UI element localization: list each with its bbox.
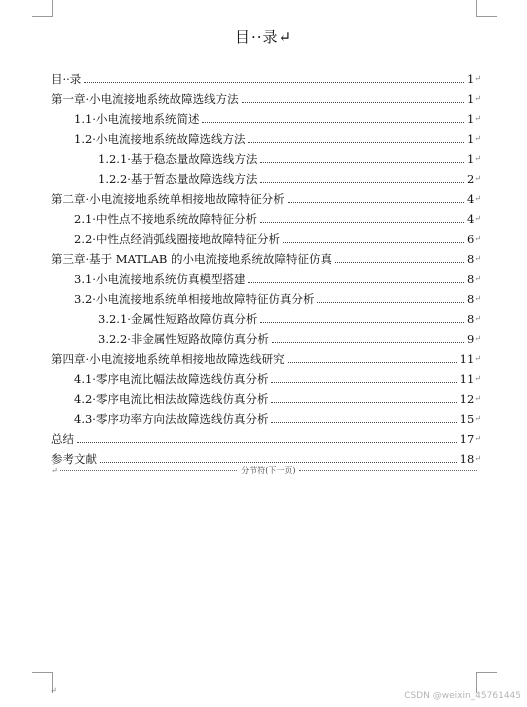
toc-entry[interactable] xyxy=(51,186,481,206)
paragraph-mark: ↵ xyxy=(474,254,481,263)
paragraph-mark: ↵ xyxy=(474,294,481,303)
leader-dots xyxy=(260,321,464,323)
paragraph-mark: ↵ xyxy=(474,394,481,403)
toc-entry-text: 2.1·中性点不接地系统故障特征分析 xyxy=(74,212,257,226)
leader-dots xyxy=(317,301,464,303)
toc-entry-page: 15 xyxy=(459,412,475,426)
watermark: CSDN @weixin_45761445 xyxy=(404,691,521,701)
toc-entry-text: 1.2.1·基于稳态量故障选线方法 xyxy=(98,152,258,166)
paragraph-mark: ↵ xyxy=(474,314,481,323)
leader-dots xyxy=(271,381,456,383)
leader-dots xyxy=(248,141,464,143)
paragraph-mark: ↵ xyxy=(474,454,481,463)
paragraph-mark: ↵ xyxy=(50,686,57,695)
paragraph-mark: ↵ xyxy=(474,134,481,143)
paragraph-mark: ↵ xyxy=(51,465,58,475)
toc-entry-text: 总结 xyxy=(51,432,74,446)
toc-entry-text: 第一章·小电流接地系统故障选线方法 xyxy=(51,92,239,106)
toc-entry-page: 11 xyxy=(459,372,475,386)
toc-entry-page: 4 xyxy=(466,212,475,226)
paragraph-mark: ↵ xyxy=(474,434,481,443)
page-corner-mark xyxy=(32,0,53,17)
toc-entry-text: 3.2.2·非金属性短路故障仿真分析 xyxy=(98,332,269,346)
toc-entry-page: 8 xyxy=(466,272,475,286)
toc-entry-page: 1 xyxy=(466,72,475,86)
toc-entry-text: 第四章·小电流接地系统单相接地故障选线研究 xyxy=(51,352,285,366)
toc-entry[interactable] xyxy=(51,206,481,226)
toc-title: 目··录↵ xyxy=(234,28,293,46)
paragraph-mark: ↵ xyxy=(474,114,481,123)
toc-entry-text: 4.1·零序电流比幅法故障选线仿真分析 xyxy=(74,372,269,386)
toc-entry-text: 参考文献 xyxy=(51,452,97,466)
toc-entry-page: 9 xyxy=(466,332,475,346)
toc-entry-page: 1 xyxy=(466,92,475,106)
page-corner-mark xyxy=(476,0,497,17)
toc-entry[interactable] xyxy=(51,246,481,266)
leader-dots xyxy=(335,261,464,263)
toc-entry-page: 1 xyxy=(466,112,475,126)
toc-entry-page: 17 xyxy=(459,432,475,446)
leader-dots xyxy=(283,241,464,243)
toc-entry-page: 6 xyxy=(466,232,475,246)
toc-entry[interactable] xyxy=(51,66,481,86)
page-corner-mark xyxy=(476,672,497,693)
toc-entry-page: 2 xyxy=(466,172,475,186)
paragraph-mark: ↵ xyxy=(474,354,481,363)
toc-entry-text: 4.2·零序电流比相法故障选线仿真分析 xyxy=(74,392,269,406)
paragraph-mark: ↵ xyxy=(474,74,481,83)
leader-dots xyxy=(242,101,464,103)
toc-entry-page: 8 xyxy=(466,312,475,326)
leader-dots xyxy=(260,181,464,183)
leader-dots xyxy=(260,221,464,223)
toc-entry[interactable] xyxy=(51,306,481,326)
section-break xyxy=(51,463,477,477)
toc-entry-text: 2.2·中性点经消弧线圈接地故障特征分析 xyxy=(74,232,280,246)
toc-entry-page: 8 xyxy=(466,252,475,266)
toc-entry[interactable] xyxy=(51,166,481,186)
section-break-line xyxy=(299,470,477,471)
toc-entry-text: 目··录 xyxy=(51,72,82,86)
toc-entry-page: 12 xyxy=(459,392,475,406)
leader-dots xyxy=(271,421,456,423)
toc-entry[interactable] xyxy=(51,266,481,286)
toc-entry-text: 3.2.1·金属性短路故障仿真分析 xyxy=(98,312,258,326)
leader-dots xyxy=(202,121,464,123)
toc-entry-page: 11 xyxy=(459,352,475,366)
toc-entry-text: 1.2.2·基于暂态量故障选线方法 xyxy=(98,172,258,186)
toc-entry[interactable] xyxy=(51,366,481,386)
toc-entry-text: 4.3·零序功率方向法故障选线仿真分析 xyxy=(74,412,269,426)
toc-entry[interactable] xyxy=(51,106,481,126)
paragraph-mark: ↵ xyxy=(474,154,481,163)
paragraph-mark: ↵ xyxy=(474,214,481,223)
toc-entry-page: 1 xyxy=(466,132,475,146)
section-break-label: 分节符(下一页) xyxy=(241,465,296,475)
toc-entry[interactable] xyxy=(51,326,481,346)
toc-entry-page: 18 xyxy=(459,452,475,466)
toc-entry-page: 1 xyxy=(466,152,475,166)
section-break-line xyxy=(60,470,238,471)
toc-entry-text: 1.2·小电流接地系统故障选线方法 xyxy=(74,132,246,146)
leader-dots xyxy=(260,161,464,163)
toc-entry-text: 3.1·小电流接地系统仿真模型搭建 xyxy=(74,272,246,286)
toc-entry[interactable] xyxy=(51,426,481,446)
toc-entry[interactable] xyxy=(51,146,481,166)
toc-entry[interactable] xyxy=(51,346,481,366)
leader-dots xyxy=(288,361,457,363)
paragraph-mark: ↵ xyxy=(474,94,481,103)
paragraph-mark: ↵ xyxy=(474,374,481,383)
paragraph-mark: ↵ xyxy=(474,234,481,243)
toc-entry[interactable] xyxy=(51,126,481,146)
paragraph-mark: ↵ xyxy=(474,334,481,343)
paragraph-mark: ↵ xyxy=(474,194,481,203)
toc-entry[interactable] xyxy=(51,386,481,406)
leader-dots xyxy=(271,401,456,403)
paragraph-mark: ↵ xyxy=(474,174,481,183)
leader-dots xyxy=(248,281,464,283)
toc-entry-text: 第二章·小电流接地系统单相接地故障特征分析 xyxy=(51,192,285,206)
toc-entry-text: 3.2·小电流接地系统单相接地故障特征仿真分析 xyxy=(74,292,315,306)
leader-dots xyxy=(77,441,457,443)
leader-dots xyxy=(84,81,464,83)
toc-entry-text: 第三章·基于 MATLAB 的小电流接地系统故障特征仿真 xyxy=(51,252,332,266)
paragraph-mark: ↵ xyxy=(474,274,481,283)
toc-list xyxy=(51,66,481,466)
paragraph-mark: ↵ xyxy=(474,414,481,423)
toc-entry-page: 4 xyxy=(466,192,475,206)
leader-dots xyxy=(272,341,464,343)
toc-entry[interactable] xyxy=(51,286,481,306)
leader-dots xyxy=(288,201,464,203)
toc-entry[interactable] xyxy=(51,86,481,106)
toc-entry[interactable] xyxy=(51,226,481,246)
toc-entry-text: 1.1·小电流接地系统简述 xyxy=(74,112,200,126)
toc-entry-page: 8 xyxy=(466,292,475,306)
toc-entry[interactable] xyxy=(51,406,481,426)
